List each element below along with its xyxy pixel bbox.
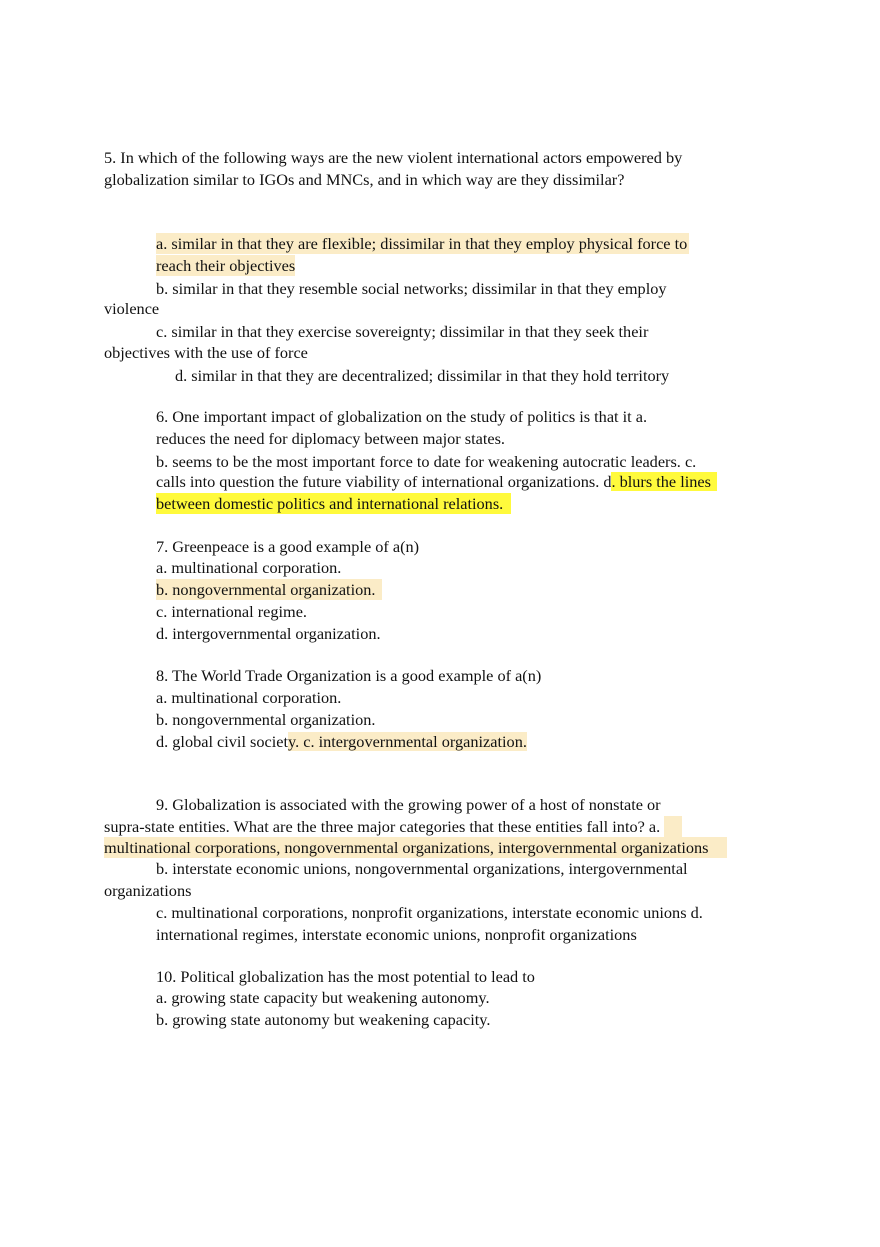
q9-question-line2-text: supra-state entities. What are the three major categories that these entities fall into? a.: [104, 817, 661, 836]
q8-answer-b: b. nongovernmental organization.: [156, 710, 376, 729]
q6-answer-c-text: calls into question the future viability of international organizations. d: [156, 472, 612, 491]
q9-answer-a-highlight: multinational corporations, nongovernmental organizations, intergovernmental organizations: [104, 837, 727, 858]
q7-answer-b-highlight: b. nongovernmental organization.: [156, 579, 382, 600]
q7-question: 7. Greenpeace is a good example of a(n): [156, 537, 420, 556]
q5-question-line1: 5. In which of the following ways are the new violent international actors empowered by: [104, 148, 683, 167]
q6-answer-d-highlight-end: between domestic politics and international relations.: [156, 493, 511, 514]
q8-answer-a: a. multinational corporation.: [156, 688, 342, 707]
q8-question: 8. The World Trade Organization is a good example of a(n): [156, 666, 542, 685]
q7-answer-a: a. multinational corporation.: [156, 558, 342, 577]
q8-answer-c-highlight: y. c. intergovernmental organization.: [288, 732, 527, 751]
q9-answer-d-line: international regimes, interstate economic unions, nonprofit organizations: [156, 925, 637, 944]
q6-question-line1: 6. One important impact of globalization on the study of politics is that it a.: [156, 407, 648, 426]
q5-question-line2: globalization similar to IGOs and MNCs, and in which way are they dissimilar?: [104, 170, 625, 189]
q10-answer-a: a. growing state capacity but weakening autonomy.: [156, 988, 490, 1007]
q9-answer-b-line1: b. interstate economic unions, nongovernmental organizations, intergovernmental: [156, 859, 688, 878]
q6-question-line2: reduces the need for diplomacy between major states.: [156, 429, 506, 448]
q6-answer-b-line: b. seems to be the most important force to date for weakening autocratic leaders. c.: [156, 452, 697, 471]
q5-answer-b-line2: violence: [104, 299, 160, 318]
q7-answer-d: d. intergovernmental organization.: [156, 624, 381, 643]
q8-answer-d-text: d. global civil societ: [156, 732, 289, 751]
q7-answer-c: c. international regime.: [156, 602, 307, 621]
q5-answer-c-line2: objectives with the use of force: [104, 343, 308, 362]
q9-answer-c-line: c. multinational corporations, nonprofit organizations, interstate economic unions d.: [156, 903, 703, 922]
q9-answer-b-line2: organizations: [104, 881, 192, 900]
q5-answer-d: d. similar in that they are decentralized; dissimilar in that they hold territory: [175, 366, 670, 385]
q10-answer-b: b. growing state autonomy but weakening capacity.: [156, 1010, 491, 1029]
q9-question-line2: [104, 816, 682, 837]
q6-answer-c-line: [156, 471, 717, 492]
q5-answer-a-line2-highlight: reach their objectives: [156, 256, 296, 275]
q10-question: 10. Political globalization has the most potential to lead to: [156, 967, 535, 986]
q5-answer-a-line1-highlight: a. similar in that they are flexible; dissimilar in that they employ physical force to: [156, 234, 688, 253]
q8-answer-d-and-c-line: [156, 731, 527, 752]
q6-answer-d-highlight-start: . blurs the lines: [611, 472, 716, 491]
q9-question-line1: 9. Globalization is associated with the growing power of a host of nonstate or: [156, 795, 661, 814]
q5-answer-c-line1: c. similar in that they exercise sovereignty; dissimilar in that they seek their: [156, 322, 649, 341]
q5-answer-b-line1: b. similar in that they resemble social networks; dissimilar in that they employ: [156, 279, 667, 298]
